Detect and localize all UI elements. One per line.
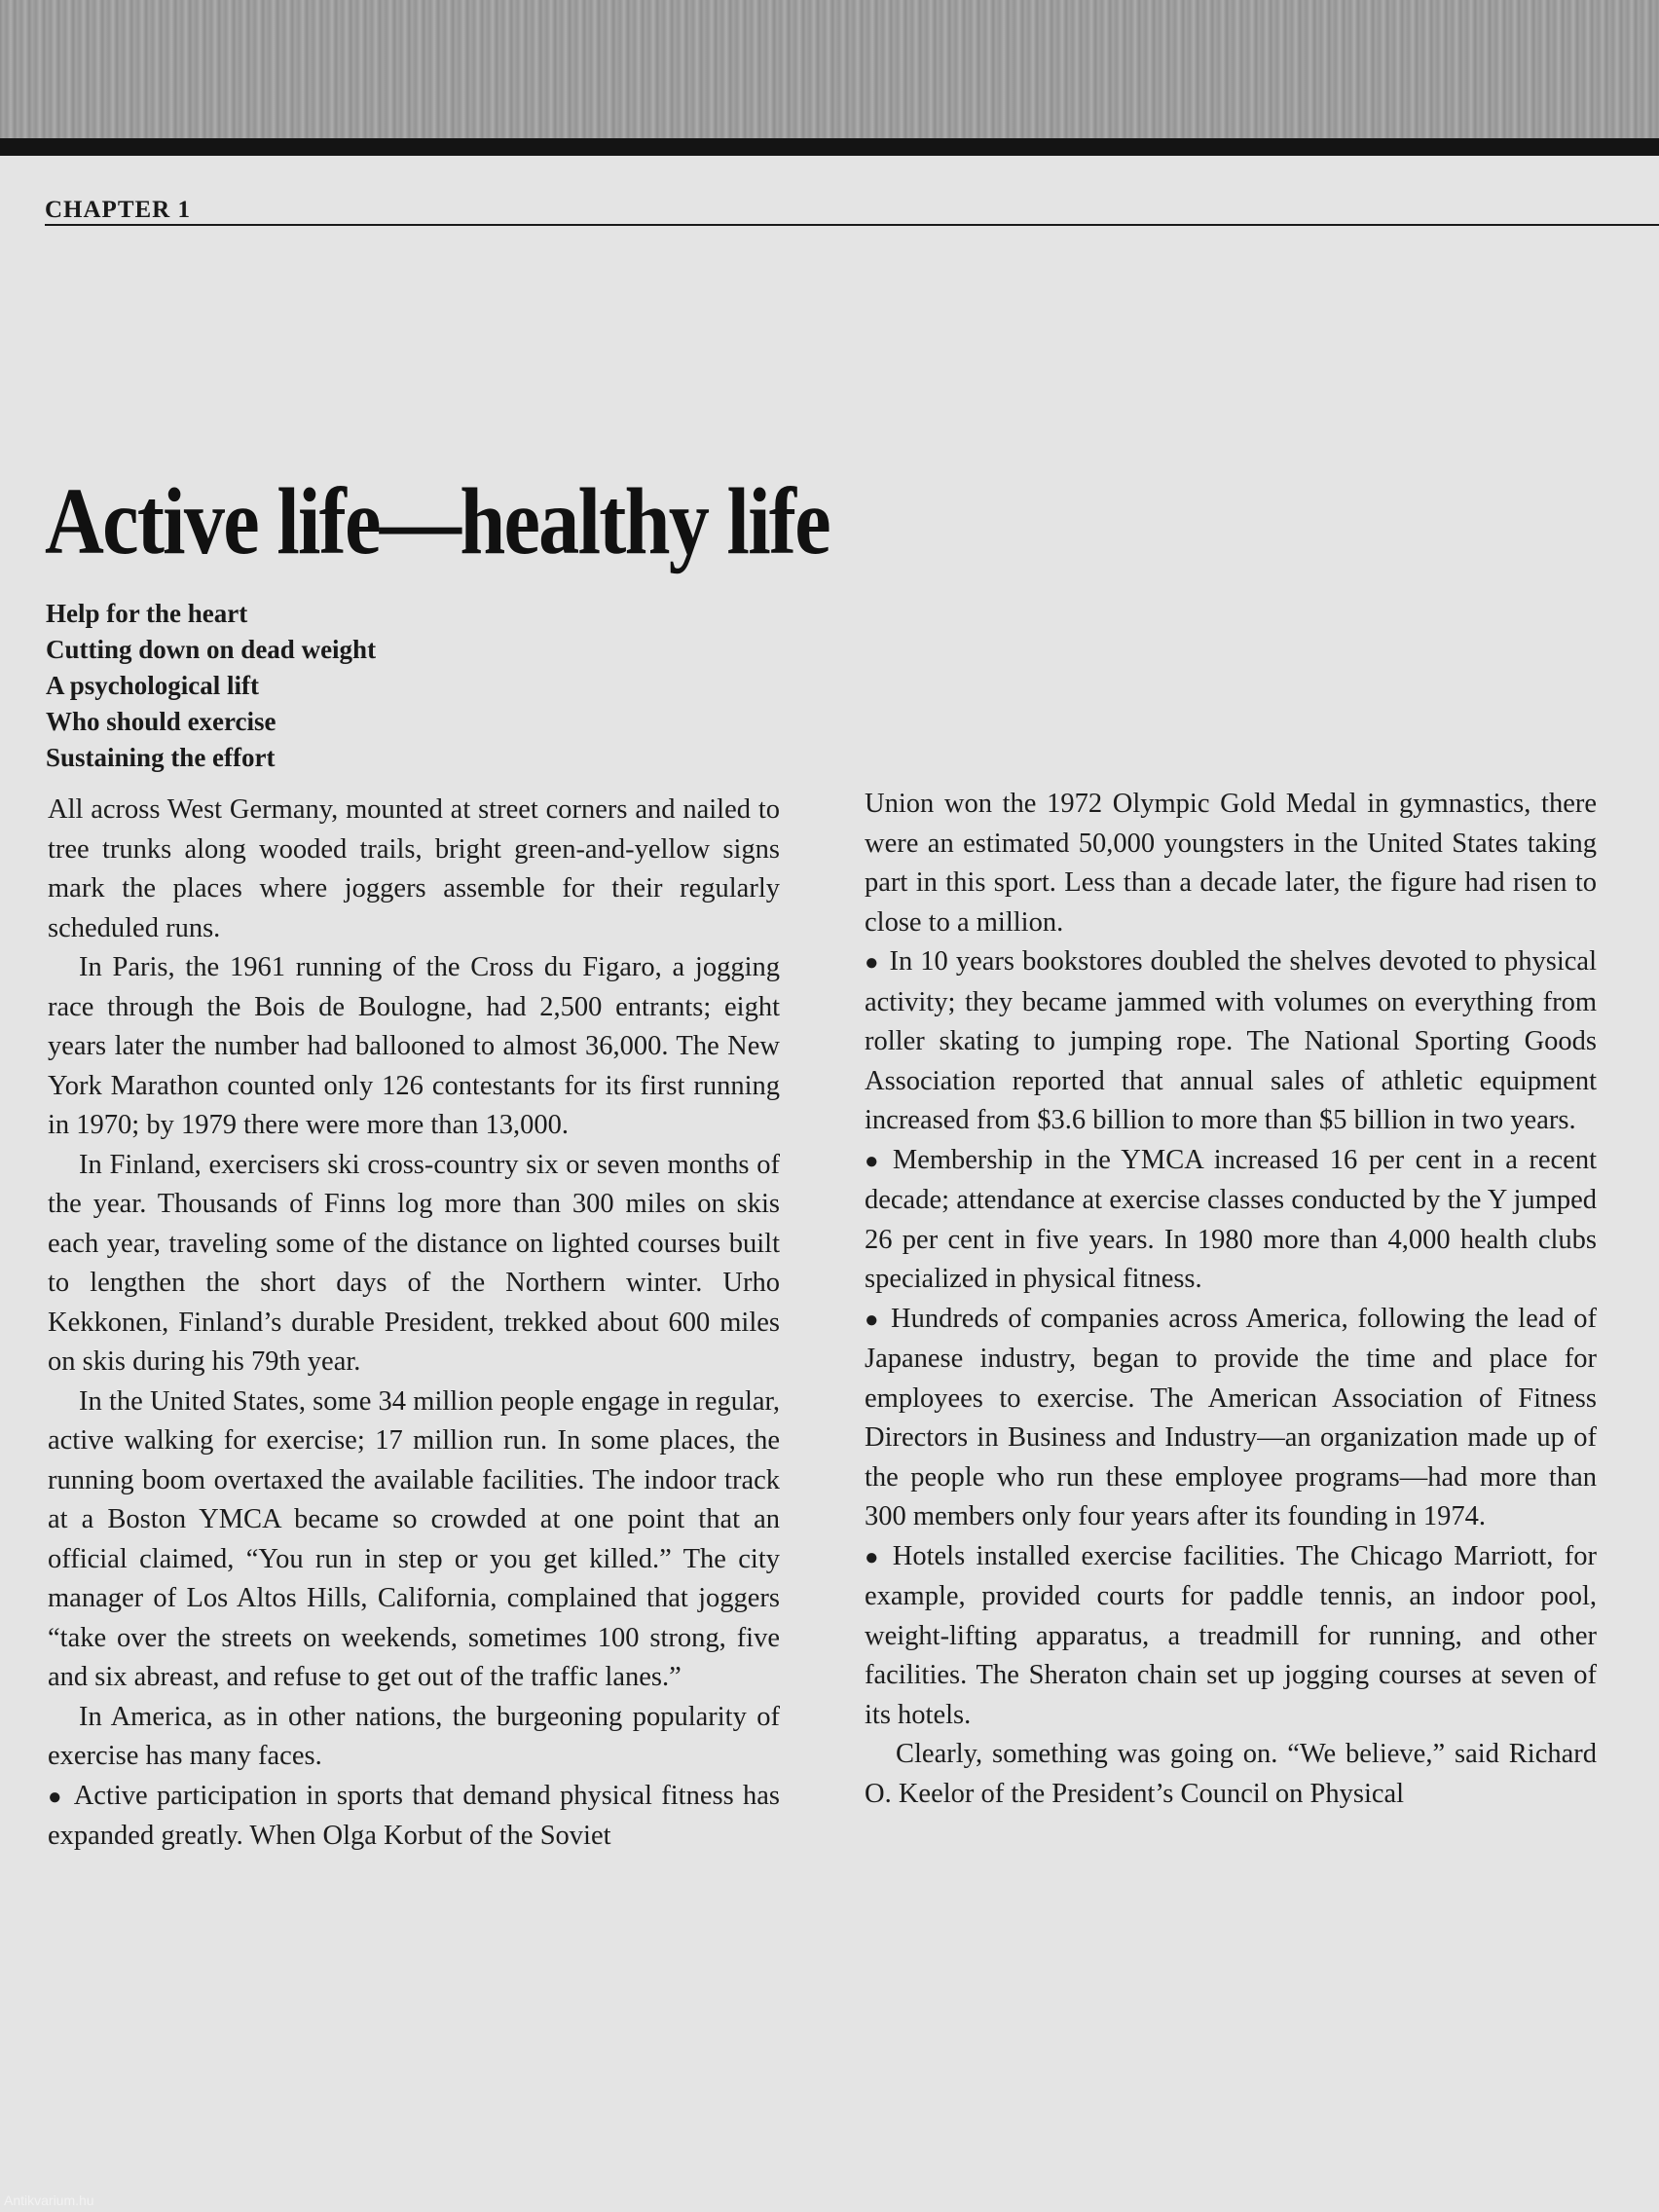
bullet-paragraph: [865, 1537, 1597, 1736]
subtopic-list: [46, 596, 376, 776]
paragraph: In the United States, some 34 million people engage in regular, active walking for exercise; 17 million run. In some places, the running boom overtaxed the available facilities. The indoor track at a Boston YMCA became so crowded at one point that an official claimed, “You run in step or you get killed.” The city manager of Los Altos Hills, California, complained that joggers “take over the streets on weekends, sometimes 100 strong, five and six abreast, and refuse to get out of the traffic lanes.”: [48, 1385, 780, 1692]
bullet-paragraph: [48, 1777, 780, 1857]
bullet-text: In 10 years bookstores doubled the shelves devoted to physical activity; they became jammed with volumes on everything from roller skating to jumping rope. The National Sporting Goods Association reported that annual sales of athletic equipment increased from $3.6 billion to more than $5 billion in two years.: [865, 946, 1598, 1135]
bullet-icon: ●: [865, 1544, 883, 1570]
bullet-icon: ●: [865, 1148, 883, 1174]
subtopic-item: Help for the heart: [46, 599, 248, 628]
text-column-right: [865, 785, 1597, 1814]
bullet-icon: ●: [865, 1307, 881, 1333]
subtopic-item: A psychological lift: [46, 671, 260, 700]
bullet-text: Hundreds of companies across America, following the lead of Japanese industry, began to provide the time and place for employees to exercise. The American Association of Fitness Directors in Business and Industry—an organization made up of the people who run these employee programs—had more than 300 members only four years after its founding in 1974.: [865, 1303, 1597, 1531]
bullet-text: Hotels installed exercise facilities. The Chicago Marriott, for example, provided courts for paddle tennis, an indoor pool, weight-lifting apparatus, a treadmill for running, and other facilities. The Sheraton chain set up jogging courses at seven of its hotels.: [865, 1540, 1598, 1730]
bullet-icon: ●: [48, 1784, 64, 1810]
desk-backdrop: [0, 0, 1659, 146]
subtopic-item: Cutting down on dead weight: [46, 635, 377, 664]
paragraph: Clearly, something was going on. “We believe,” said Richard O. Keelor of the President’s Council on Physical: [865, 1739, 1597, 1809]
paragraph: All across West Germany, mounted at street corners and nailed to tree trunks along wooded trails, bright green-and-yellow signs mark the places where joggers assemble for their regularly scheduled runs.: [48, 794, 780, 943]
subtopic-item: Sustaining the effort: [46, 743, 276, 772]
paragraph: In America, as in other nations, the burgeoning popularity of exercise has many faces.: [48, 1701, 780, 1771]
paragraph: In Finland, exercisers ski cross-country six or seven months of the year. Thousands of Finns log more than 300 miles on skis each year, traveling some of the distance on lighted courses built to lengthen the short days of the Northern winter. Urho Kekkonen, Finland’s durable President, trekked about 600 miles on skis during his 79th year.: [48, 1149, 780, 1377]
watermark: Antikvarium.hu: [4, 2193, 94, 2208]
bullet-paragraph: [865, 942, 1597, 1141]
bullet-text: Active participation in sports that demand physical fitness has expanded greatly. When Olga Korbut of the Soviet: [48, 1780, 781, 1851]
chapter-title: Active life—healthy life: [45, 469, 830, 574]
paragraph: In Paris, the 1961 running of the Cross du Figaro, a jogging race through the Bois de Boulogne, had 2,500 entrants; eight years later the number had ballooned to almost 36,000. The New York Marathon counted only 126 contestants for its first running in 1970; by 1979 there were more than 13,000.: [48, 952, 780, 1140]
bullet-icon: ●: [865, 950, 880, 976]
paragraph: Union won the 1972 Olympic Gold Medal in gymnastics, there were an estimated 50,000 youngsters in the United States taking part in this sport. Less than a decade later, the figure had risen to close to a million.: [865, 789, 1597, 938]
bullet-paragraph: [865, 1300, 1597, 1537]
text-column-left: [48, 791, 780, 1857]
subtopic-item: Who should exercise: [46, 707, 276, 736]
bullet-text: Membership in the YMCA increased 16 per cent in a recent decade; attendance at exercise classes conducted by the Y jumped 26 per cent in five years. In 1980 more than 4,000 health clubs specialized in physical fitness.: [865, 1144, 1597, 1294]
chapter-rule: [45, 224, 1659, 226]
chapter-label: CHAPTER 1: [45, 197, 191, 223]
bullet-paragraph: [865, 1141, 1597, 1300]
